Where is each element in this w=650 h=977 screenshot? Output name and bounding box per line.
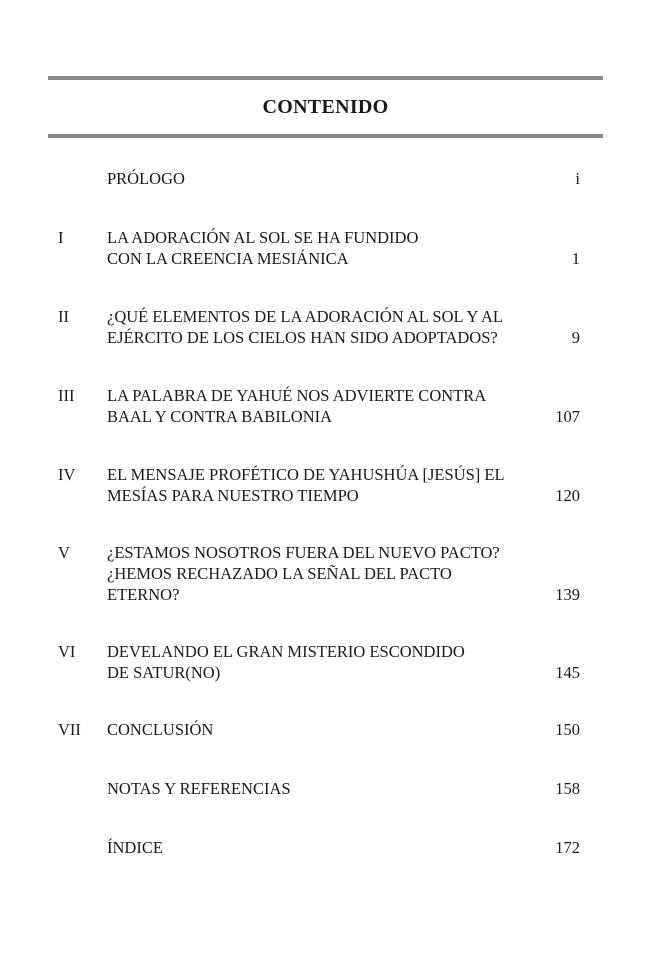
chapter-title-line: MESÍAS PARA NUESTRO TIEMPO bbox=[107, 486, 359, 505]
page-number: 120 bbox=[555, 486, 580, 505]
page-title: CONTENIDO bbox=[262, 96, 389, 118]
chapter-title bbox=[107, 306, 552, 348]
chapter-title-line: LA ADORACIÓN AL SOL SE HA FUNDIDO bbox=[107, 228, 419, 247]
chapter-title bbox=[107, 385, 552, 427]
page-number: 172 bbox=[555, 838, 580, 857]
chapter-title-line: BAAL Y CONTRA BABILONIA bbox=[107, 407, 333, 426]
chapter-number: II bbox=[58, 307, 69, 326]
chapter-number: VII bbox=[58, 720, 81, 739]
chapter-title-line: CONCLUSIÓN bbox=[107, 720, 214, 739]
top-divider bbox=[48, 76, 603, 80]
page-number: 145 bbox=[555, 663, 580, 682]
chapter-number: IV bbox=[58, 465, 76, 484]
chapter-title-line: ¿HEMOS RECHAZADO LA SEÑAL DEL PACTO bbox=[107, 564, 452, 583]
page-number: 107 bbox=[555, 407, 580, 426]
page-number: 139 bbox=[555, 585, 580, 604]
chapter-title-line: NOTAS Y REFERENCIAS bbox=[107, 779, 291, 798]
chapter-title bbox=[107, 719, 552, 740]
chapter-title-line: LA PALABRA DE YAHUÉ NOS ADVIERTE CONTRA bbox=[107, 386, 487, 405]
chapter-title bbox=[107, 641, 552, 683]
chapter-title-line: ¿QUÉ ELEMENTOS DE LA ADORACIÓN AL SOL Y AL bbox=[107, 307, 503, 326]
chapter-title-line: ETERNO? bbox=[107, 585, 180, 604]
page-number: 150 bbox=[555, 720, 580, 739]
chapter-title-line: DEVELANDO EL GRAN MISTERIO ESCONDIDO bbox=[107, 642, 465, 661]
chapter-title bbox=[107, 542, 552, 605]
page-number: 9 bbox=[571, 328, 580, 347]
bottom-divider bbox=[48, 134, 603, 138]
chapter-number: V bbox=[58, 543, 70, 562]
chapter-title bbox=[107, 837, 552, 858]
page-number: i bbox=[575, 169, 580, 188]
chapter-title-line: EJÉRCITO DE LOS CIELOS HAN SIDO ADOPTADOS? bbox=[107, 328, 498, 347]
chapter-title bbox=[107, 464, 552, 506]
chapter-number: I bbox=[58, 228, 64, 247]
chapter-title-line: EL MENSAJE PROFÉTICO DE YAHUSHÚA [JESÚS] EL bbox=[107, 465, 505, 484]
chapter-title-line: CON LA CREENCIA MESIÁNICA bbox=[107, 249, 349, 268]
chapter-title-line: PRÓLOGO bbox=[107, 169, 185, 188]
chapter-title-line: DE SATUR(NO) bbox=[107, 663, 221, 682]
chapter-number: VI bbox=[58, 642, 76, 661]
page-number: 158 bbox=[555, 779, 580, 798]
page-number: 1 bbox=[571, 249, 580, 268]
chapter-title bbox=[107, 778, 552, 799]
chapter-number: III bbox=[58, 386, 75, 405]
chapter-title bbox=[107, 227, 552, 269]
chapter-title bbox=[107, 168, 552, 189]
chapter-title-line: ¿ESTAMOS NOSOTROS FUERA DEL NUEVO PACTO? bbox=[107, 543, 500, 562]
chapter-title-line: ÍNDICE bbox=[107, 838, 163, 857]
